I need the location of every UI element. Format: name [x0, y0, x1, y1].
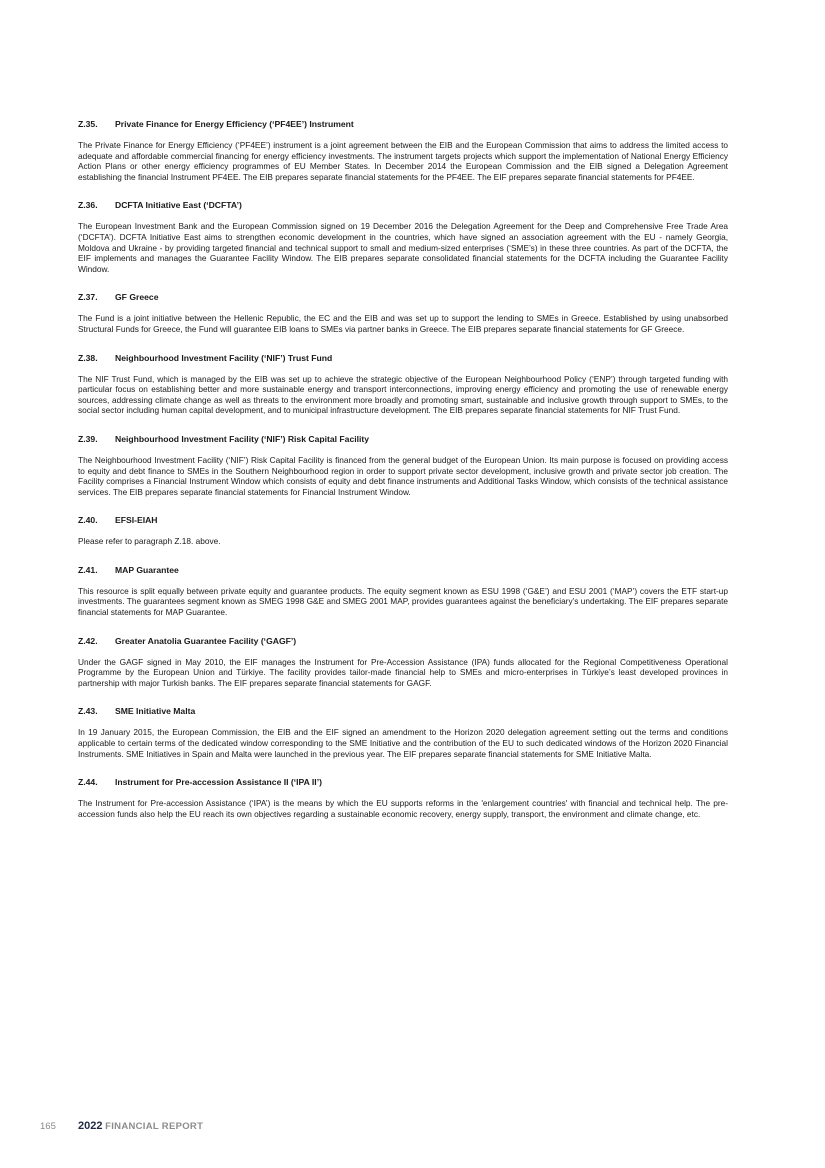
section-paragraph: The Instrument for Pre-accession Assistance (‘IPA’) is the means by which the EU supports reforms in the 'enlargement countries' with financial and technical help. The pre-accession funds also help the EU reach its own objectives regarding a sustainable economic recovery, energy supply, transport, the environment and climate change, etc. — [78, 798, 728, 819]
section-paragraph: The Neighbourhood Investment Facility (‘NIF’) Risk Capital Facility is financed from the general budget of the European Union. Its main purpose is focused on providing access to equity and debt finance to SMEs in the Southern Neighbourhood region in order to support private sector development, inclusive growth and private sector job creation. The Facility comprises a Financial Instrument Window which consists of equity and debt finance instruments and Additional Tasks Window, which consists of the technical assistance services. The EIB prepares separate financial statements for Financial Instrument Window. — [78, 454, 728, 497]
section-title: Greater Anatolia Guarantee Facility (‘GAGF’) — [115, 635, 297, 646]
section-z39 — [78, 433, 728, 497]
page-number: 165 — [40, 1121, 56, 1132]
section-number: Z.44. — [78, 777, 98, 788]
section-title: MAP Guarantee — [115, 564, 179, 575]
section-paragraph: In 19 January 2015, the European Commission, the EIB and the EIF signed an amendment to the Horizon 2020 delegation agreement setting out the terms and conditions applicable to certain terms of the dedicated window corresponding to the SME Initiative and the contribution of the EU to such dedicated windows of the Horizon 2020 Financial Instruments. SME Initiatives in Spain and Malta were launched in the previous year. The EIF prepares separate financial statements for SME Initiative Malta. — [78, 727, 728, 759]
section-paragraph: The European Investment Bank and the European Commission signed on 19 December 2016 the Delegation Agreement for the Deep and Comprehensive Free Trade Area (‘DCFTA’). DCFTA Initiative East aims to strengthen economic development in the countries, which have signed an association agreement with the EU - namely Georgia, Moldova and Ukraine - by providing targeted financial and technical support to small and medium-sized enterprises (‘SME’s) in these three countries. As part of the DCFTA, the EIF implements and manages the Guarantee Facility Window. The EIB prepares separate consolidated financial statements for the DCFTA including the Guarantee Facility Window. — [78, 221, 728, 274]
section-z35 — [78, 118, 728, 182]
section-title: Private Finance for Energy Efficiency (‘PF4EE’) Instrument — [115, 119, 354, 129]
section-paragraph: The Private Finance for Energy Efficiency (‘PF4EE’) instrument is a joint agreement between the EIB and the European Commission that aims to address the limited access to adequate and affordable commercial financing for energy efficiency investments. The instrument targets projects which support the implementation of National Energy Efficiency Action Plans or other energy efficiency programmes of EU Member States. In December 2014 the European Commission and the EIB signed a Delegation Agreement establishing the financial Instrument PF4EE. The EIB prepares separate financial statements for the PF4EE. The EIF prepares separate financial statements for PF4EE. — [78, 140, 728, 182]
section-z37 — [78, 291, 728, 334]
section-paragraph: The NIF Trust Fund, which is managed by the EIB was set up to achieve the strategic objective of the European Neighbourhood Policy (‘ENP’) through targeted funding with particular focus on establishing better and more sustainable energy and transport interconnections, improving energy efficiency and promoting the use of renewable energy sources, addressing climate change as well as threats to the environment more broadly and promoting smart, sustainable and inclusive growth through support to SMEs, to the social sector including human capital development, and to municipal infrastructure development. The EIB prepares separate financial statements for NIF Trust Fund. — [78, 373, 728, 416]
section-z43 — [78, 705, 728, 759]
section-number: Z.37. — [78, 292, 98, 303]
section-title: Instrument for Pre-accession Assistance II (‘IPA II’) — [115, 777, 322, 788]
section-heading — [78, 514, 728, 526]
section-number: Z.36. — [78, 200, 98, 211]
report-year: 2022 — [78, 1120, 103, 1132]
section-heading — [78, 776, 728, 788]
section-paragraph: This resource is split equally between private equity and guarantee products. The equity segment known as ESU 1998 (‘G&E’) and ESU 2001 (‘MAP’) covers the ETF start-up investments. The guarantees segment known as SMEG 1998 G&E and SMEG 2001 MAP, provides guarantees against the beneficiary’s undertaking. The EIF prepares separate financial statements for MAP Guarantee. — [78, 585, 728, 618]
section-heading — [78, 564, 728, 576]
page-content — [78, 118, 728, 836]
section-z38 — [78, 352, 728, 416]
section-z41 — [78, 564, 728, 618]
section-number: Z.42. — [78, 635, 98, 646]
section-z42 — [78, 635, 728, 689]
section-number: Z.39. — [78, 433, 98, 444]
section-heading — [78, 118, 728, 130]
section-number: Z.35. — [78, 119, 98, 129]
section-paragraph: The Fund is a joint initiative between the Hellenic Republic, the EC and the EIB and was set up to support the lending to SMEs in Greece. Established by using unabsorbed Structural Funds for Greece, the Fund will guarantee EIB loans to SMEs via partner banks in Greece. The EIB prepares separate financial statements for GF Greece. — [78, 313, 728, 334]
section-title: DCFTA Initiative East (‘DCFTA’) — [115, 200, 242, 211]
section-title: Neighbourhood Investment Facility (‘NIF’) Trust Fund — [115, 352, 333, 363]
section-heading — [78, 635, 728, 647]
report-title: FINANCIAL REPORT — [105, 1121, 204, 1132]
section-title: Neighbourhood Investment Facility (‘NIF’) Risk Capital Facility — [115, 433, 370, 444]
section-z36 — [78, 199, 728, 274]
section-heading — [78, 199, 728, 211]
section-number: Z.43. — [78, 706, 98, 717]
section-heading — [78, 705, 728, 717]
section-paragraph: Under the GAGF signed in May 2010, the EIF manages the Instrument for Pre-Accession Assistance (IPA) funds allocated for the Regional Competitiveness Operational Programme by the European Union and Türkiye. The facility provides tailor-made financial help to SMEs and micro-enterprises in Türkiye’s least developed provinces in partnership with major Turkish banks. The EIF prepares separate financial statements for GAGF. — [78, 656, 728, 688]
section-number: Z.40. — [78, 515, 98, 526]
page-footer — [40, 1120, 203, 1132]
section-title: GF Greece — [115, 292, 159, 303]
section-title: EFSI-EIAH — [115, 515, 158, 526]
section-title: SME Initiative Malta — [115, 706, 196, 717]
section-number: Z.41. — [78, 564, 98, 575]
section-z44 — [78, 776, 728, 819]
section-heading — [78, 352, 728, 364]
section-heading — [78, 291, 728, 303]
section-z40 — [78, 514, 728, 547]
section-heading — [78, 433, 728, 445]
section-number: Z.38. — [78, 352, 98, 363]
section-paragraph: Please refer to paragraph Z.18. above. — [78, 536, 221, 547]
